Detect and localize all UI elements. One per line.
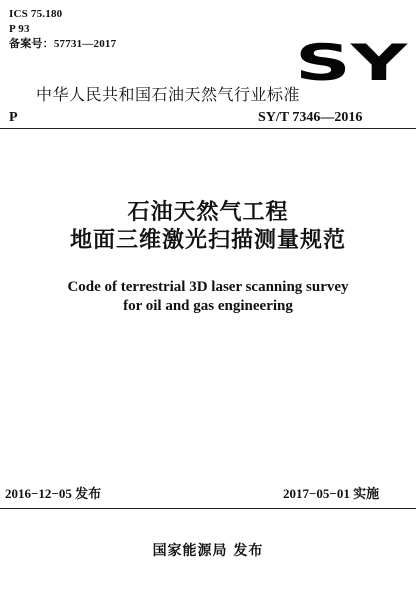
industry-standard-heading: 中华人民共和国石油天然气行业标准	[36, 85, 301, 104]
title-en-line2: for oil and gas engineering	[123, 298, 293, 314]
title-cn-line1: 石油天然气工程	[127, 200, 289, 225]
implementation-date: 2017−05−01 实施	[283, 486, 380, 501]
footer-divider	[0, 508, 416, 509]
record-number: 57731—2017	[53, 38, 117, 50]
record-number-line	[9, 38, 116, 50]
record-label: 备案号：	[9, 38, 54, 50]
standard-code: SY/T 7346—2016	[258, 110, 363, 125]
header-divider	[0, 128, 416, 129]
publisher: 国家能源局 发布	[152, 543, 264, 559]
title-cn-line2: 地面三维激光扫描测量规范	[69, 228, 346, 253]
title-en-line1: Code of terrestrial 3D laser scanning survey	[67, 279, 349, 295]
issue-date: 2016−12−05 发布	[5, 486, 102, 501]
category-code: P 93	[9, 23, 30, 35]
ics-code: ICS 75.180	[9, 8, 63, 20]
class-letter: P	[9, 110, 18, 125]
sy-logo: SY	[295, 34, 407, 92]
